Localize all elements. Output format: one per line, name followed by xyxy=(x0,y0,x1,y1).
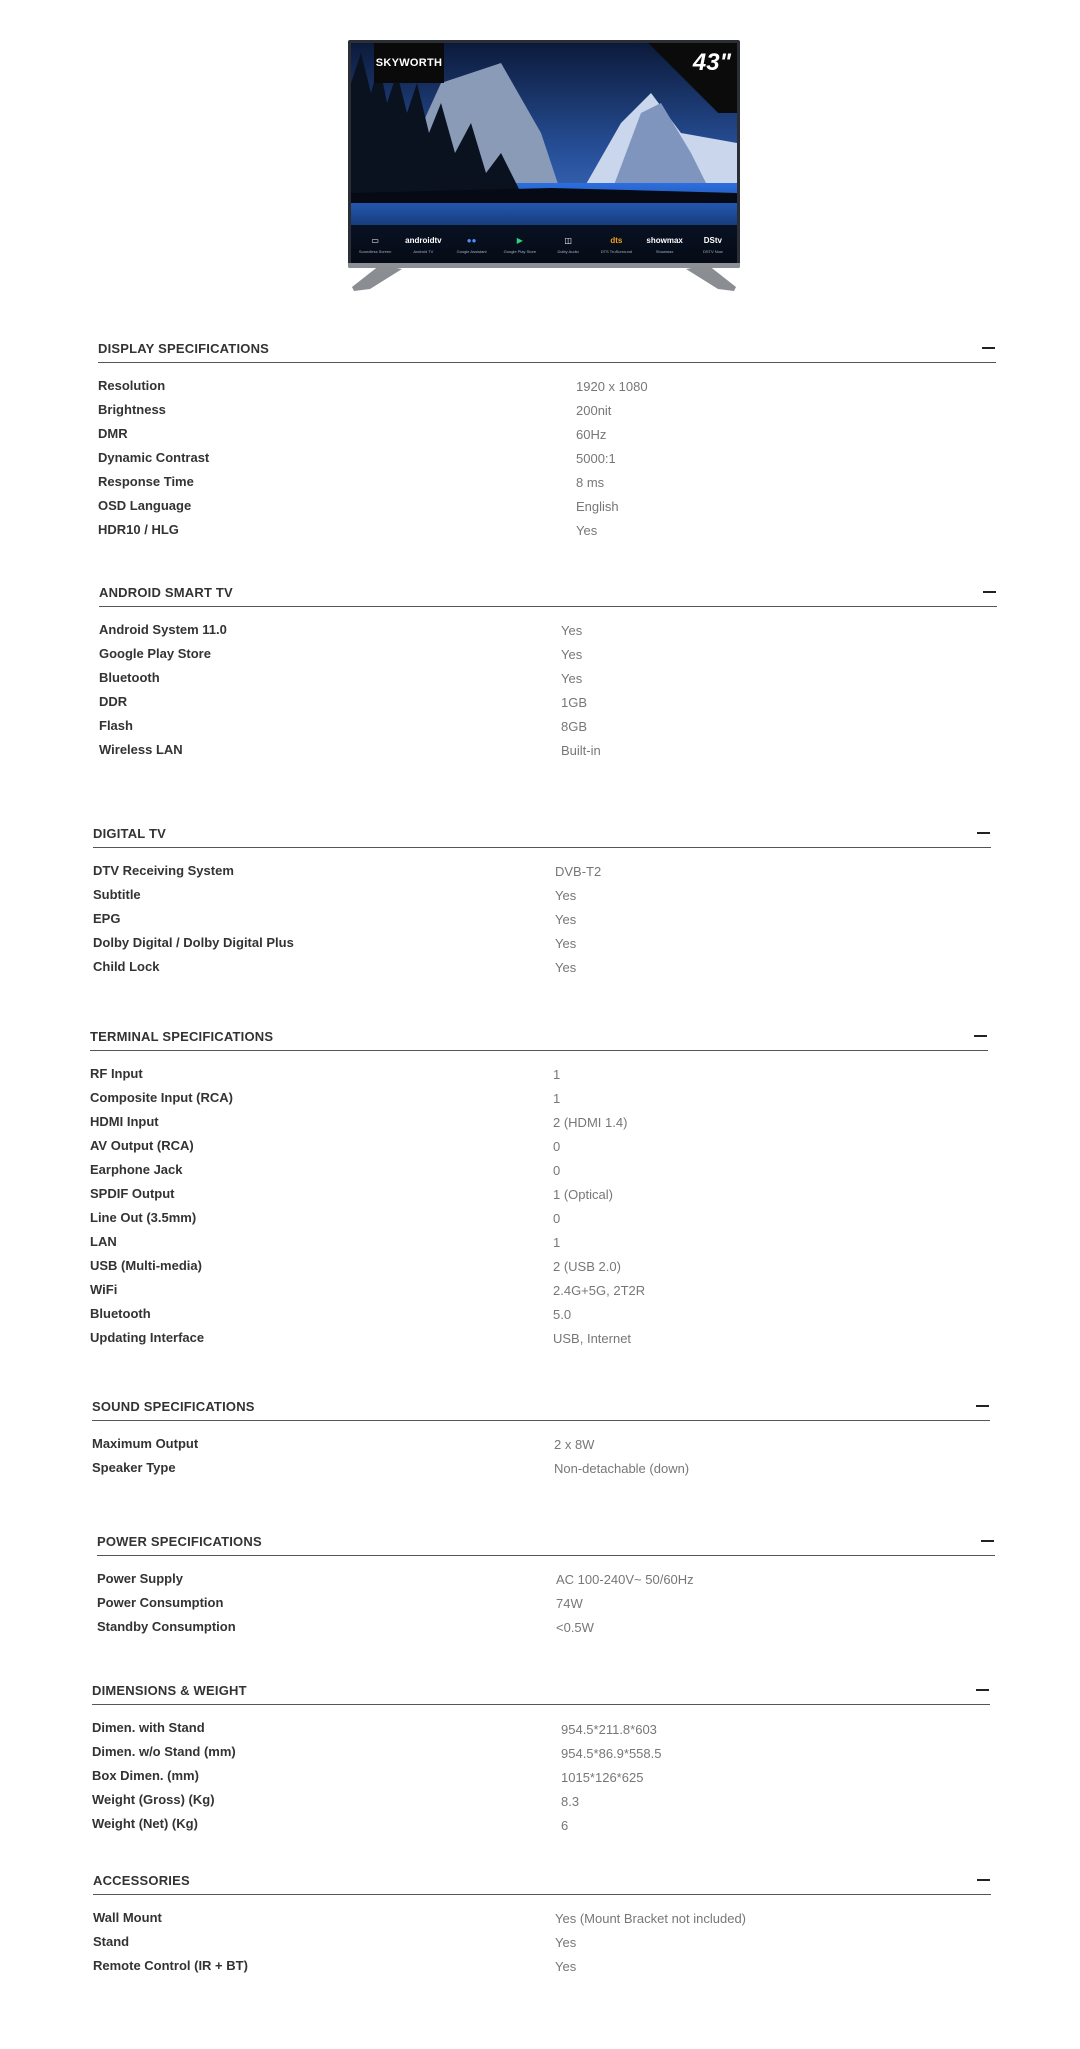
collapse-icon[interactable] xyxy=(976,1399,990,1413)
spec-list xyxy=(97,1571,995,1643)
spec-row: Android System 11.0 Yes xyxy=(99,622,583,638)
spec-row: DDR 1GB xyxy=(99,694,588,710)
section-title: DIMENSIONS & WEIGHT xyxy=(92,1682,247,1698)
spec-row: Dynamic Contrast 5000:1 xyxy=(98,450,616,466)
section-title: DIGITAL TV xyxy=(93,825,167,841)
feature-dts: dts DTS TruSurround xyxy=(600,235,633,254)
spec-row: OSD Language English xyxy=(98,498,619,514)
dts-logo: dts xyxy=(610,235,623,245)
androidtv-logo: androidtv xyxy=(405,235,442,245)
feature-android-tv: androidtv Android TV xyxy=(405,235,442,254)
section-display-specifications xyxy=(98,334,996,538)
spec-row: Power Consumption 74W xyxy=(97,1595,583,1611)
spec-list xyxy=(92,1720,990,1840)
spec-row: DTV Receiving System DVB-T2 xyxy=(93,863,602,879)
spec-row: Resolution 1920 x 1080 xyxy=(98,378,648,394)
collapse-icon[interactable] xyxy=(981,1534,995,1548)
section-header[interactable] xyxy=(98,334,996,363)
spec-row: Remote Control (IR + BT) Yes xyxy=(93,1958,577,1974)
section-title: SOUND SPECIFICATIONS xyxy=(92,1398,255,1414)
product-image xyxy=(348,40,740,294)
spec-row: Dimen. with Stand 954.5*211.8*603 xyxy=(92,1720,657,1737)
spec-row: Earphone Jack 0 xyxy=(90,1162,561,1178)
collapse-icon[interactable] xyxy=(974,1029,988,1043)
spec-row: Updating Interface USB, Internet xyxy=(90,1330,632,1346)
collapse-icon[interactable] xyxy=(977,1873,991,1887)
section-header[interactable] xyxy=(92,1676,990,1705)
spec-list xyxy=(99,622,997,766)
spec-row: Weight (Gross) (Kg) 8.3 xyxy=(92,1792,580,1809)
spec-row: Subtitle Yes xyxy=(93,887,577,903)
section-title: POWER SPECIFICATIONS xyxy=(97,1533,262,1549)
section-dimensions-weight xyxy=(92,1676,990,1833)
google-assistant-icon: ●● xyxy=(466,235,477,245)
section-header[interactable] xyxy=(99,578,997,607)
section-title: ANDROID SMART TV xyxy=(99,584,233,600)
spec-row: Bluetooth 5.0 xyxy=(90,1306,572,1322)
spec-row: Box Dimen. (mm) 1015*126*625 xyxy=(92,1768,644,1785)
feature-soundless-screen: ▭ Soundless Screen xyxy=(358,235,392,254)
collapse-icon[interactable] xyxy=(977,826,991,840)
spec-list xyxy=(98,378,996,546)
spec-row: Composite Input (RCA) 1 xyxy=(90,1090,561,1106)
section-terminal-specifications xyxy=(90,1022,988,1346)
spec-row: Line Out (3.5mm) 0 xyxy=(90,1210,561,1226)
spec-row: Standby Consumption <0.5W xyxy=(97,1619,594,1635)
section-header[interactable] xyxy=(93,819,991,848)
spec-row: HDR10 / HLG Yes xyxy=(98,522,598,538)
spec-row: Maximum Output 2 x 8W xyxy=(92,1436,595,1452)
feature-google-play: ▶ Google Play Store xyxy=(503,235,537,254)
spec-row: Power Supply AC 100-240V~ 50/60Hz xyxy=(97,1571,694,1587)
section-header[interactable] xyxy=(92,1392,990,1421)
spec-row: Wireless LAN Built-in xyxy=(99,742,601,758)
section-digital-tv xyxy=(93,819,991,975)
section-header[interactable] xyxy=(93,1866,991,1895)
spec-list xyxy=(93,1910,991,1982)
section-title: ACCESSORIES xyxy=(93,1872,190,1888)
dstv-logo: DStv xyxy=(703,235,722,245)
spec-row: AV Output (RCA) 0 xyxy=(90,1138,561,1154)
feature-google-assistant: ●● Google Assistant xyxy=(456,235,487,254)
spec-row: Flash 8GB xyxy=(99,718,588,734)
play-store-icon: ▶ xyxy=(516,235,523,245)
spec-row: EPG Yes xyxy=(93,911,577,927)
spec-row: WiFi 2.4G+5G, 2T2R xyxy=(90,1282,646,1298)
feature-showmax: showmax Showmax xyxy=(646,235,683,254)
section-sound-specifications xyxy=(92,1392,990,1476)
spec-row: Wall Mount Yes (Mount Bracket not included) xyxy=(93,1910,747,1926)
feature-bar xyxy=(351,225,737,263)
section-power-specifications xyxy=(97,1527,995,1635)
bezel xyxy=(348,263,740,268)
spec-row: Bluetooth Yes xyxy=(99,670,583,686)
spec-row: SPDIF Output 1 (Optical) xyxy=(90,1186,613,1202)
brand-logo: SKYWORTH xyxy=(374,43,444,83)
section-header[interactable] xyxy=(97,1527,995,1556)
spec-row: DMR 60Hz xyxy=(98,426,607,442)
section-header[interactable] xyxy=(90,1022,988,1051)
section-title: DISPLAY SPECIFICATIONS xyxy=(98,340,270,356)
section-title: TERMINAL SPECIFICATIONS xyxy=(90,1028,274,1044)
tv-screen xyxy=(348,40,740,268)
stand-leg-left xyxy=(350,265,402,291)
spec-row: RF Input 1 xyxy=(90,1066,561,1082)
collapse-icon[interactable] xyxy=(982,341,996,355)
spec-row: Response Time 8 ms xyxy=(98,474,605,490)
spec-row: Brightness 200nit xyxy=(98,402,612,418)
spec-row: HDMI Input 2 (HDMI 1.4) xyxy=(90,1114,628,1130)
spec-row: Speaker Type Non-detachable (down) xyxy=(92,1460,690,1476)
size-label: 43" xyxy=(692,49,731,76)
spec-row: Stand Yes xyxy=(93,1934,577,1950)
spec-row: Dolby Digital / Dolby Digital Plus Yes xyxy=(93,935,577,951)
size-badge xyxy=(647,43,737,113)
spec-row: Weight (Net) (Kg) 6 xyxy=(92,1816,569,1833)
stand-leg-right xyxy=(686,265,738,291)
feature-dstv-now: DStv DSTV Now xyxy=(702,235,723,254)
spec-row: Google Play Store Yes xyxy=(99,646,583,662)
spec-list xyxy=(92,1436,990,1484)
spec-row: Dimen. w/o Stand (mm) 954.5*86.9*558.5 xyxy=(92,1744,662,1761)
collapse-icon[interactable] xyxy=(976,1683,990,1697)
collapse-icon[interactable] xyxy=(983,585,997,599)
dolby-icon: ◫ xyxy=(564,235,572,245)
spec-row: LAN 1 xyxy=(90,1234,561,1250)
feature-dolby-audio: ◫ Dolby Audio xyxy=(557,235,579,254)
spec-list xyxy=(90,1066,988,1354)
spec-row: Child Lock Yes xyxy=(93,959,577,975)
section-android-smart-tv xyxy=(99,578,997,758)
showmax-logo: showmax xyxy=(646,235,683,245)
spec-row: USB (Multi-media) 2 (USB 2.0) xyxy=(90,1258,621,1274)
spec-list xyxy=(93,863,991,983)
frame-icon: ▭ xyxy=(371,235,379,245)
section-accessories xyxy=(93,1866,991,1974)
